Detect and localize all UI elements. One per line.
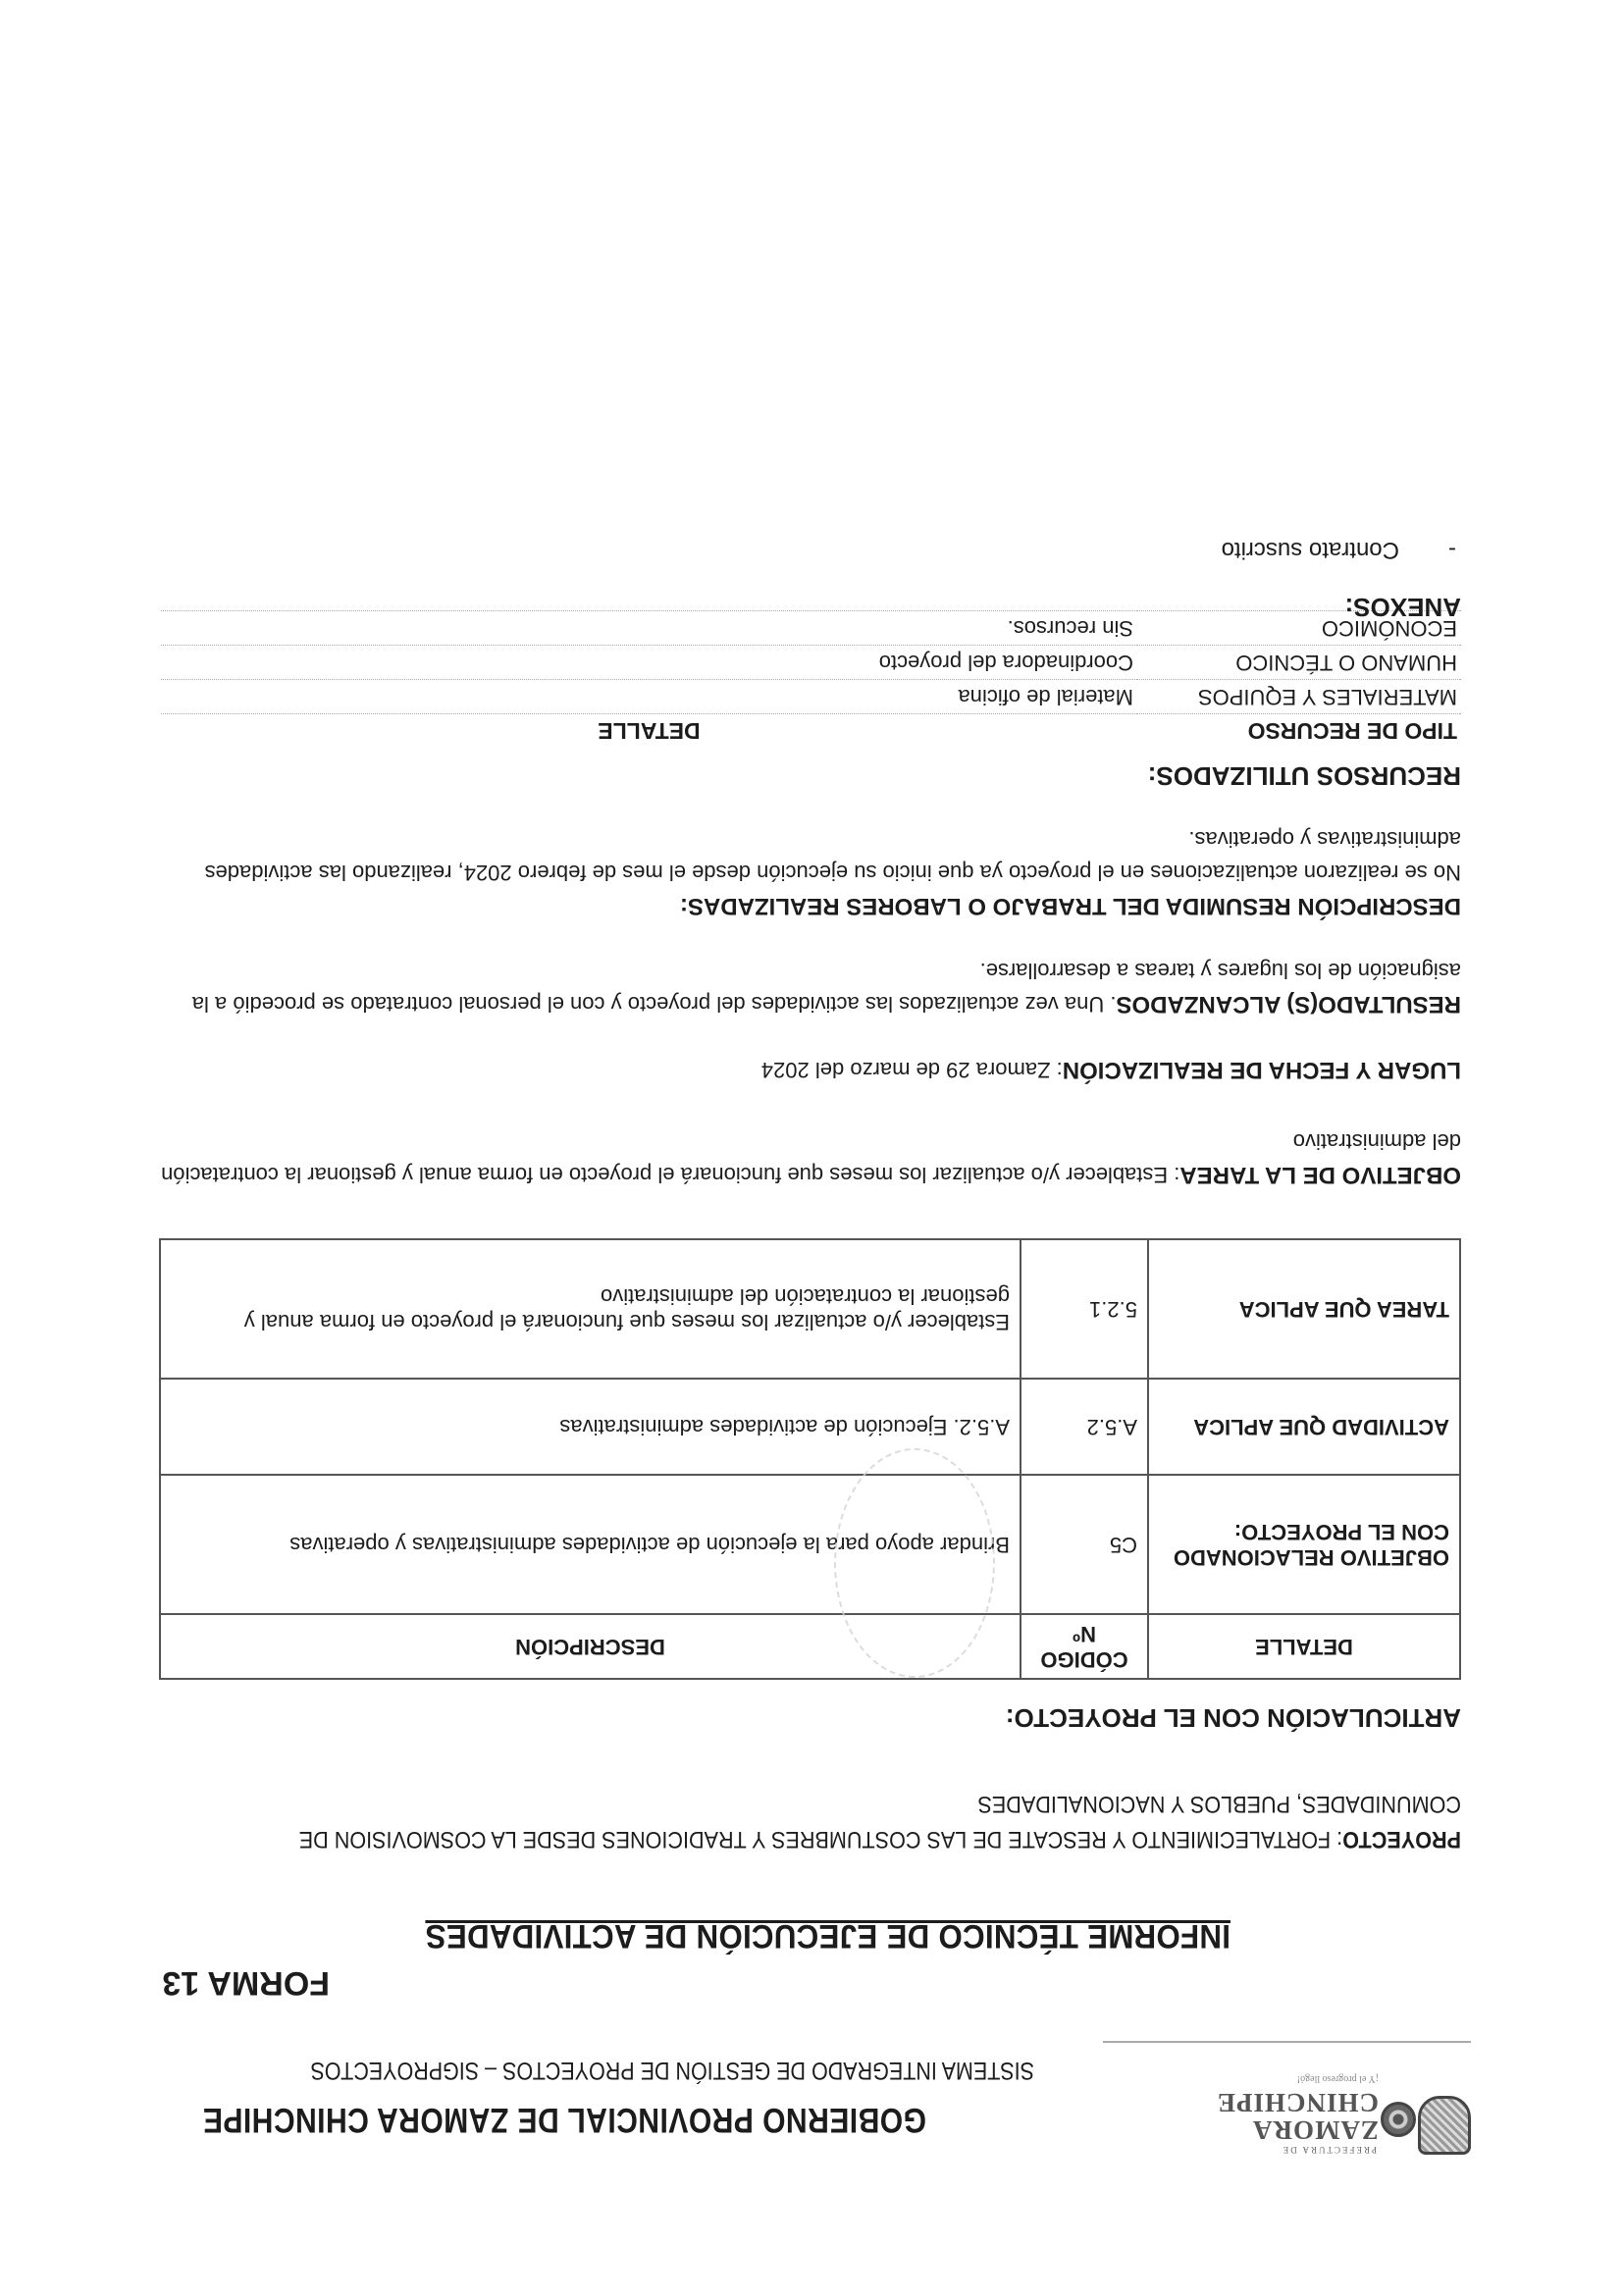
government-title: GOBIERNO PROVINCIAL DE ZAMORA CHINCHIPE — [202, 2101, 926, 2139]
project-line — [299, 1825, 1461, 1852]
resources-title: RECURSOS UTILIZADOS: — [1147, 761, 1461, 791]
seal-icon — [1381, 2102, 1416, 2137]
report-title: INFORME TÉCNICO DE EJECUCIÓN DE ACTIVIDADES — [425, 1917, 1230, 1955]
form-number: FORMA 13 — [162, 1964, 330, 2002]
task-objective-text: : Establecer y/o actualizar los meses que funcionará el proyecto en forma anual y gestionar la contratación del administrativo — [161, 1129, 1461, 1187]
table-row — [161, 611, 1461, 646]
header-divider — [1103, 2041, 1471, 2043]
table-row — [160, 1239, 1460, 1379]
articulation-table — [159, 1238, 1461, 1680]
annex-item: Contrato suscrito — [1221, 537, 1399, 563]
row-detalle: OBJETIVO RELACIONADO CON EL PROYECTO: — [1148, 1475, 1460, 1614]
header-codigo: CÓDIGO Nº — [1021, 1614, 1148, 1679]
header-descripcion: DESCRIPCIÓN — [160, 1614, 1021, 1679]
articulation-title: ARTICULACIÓN CON EL PROYECTO: — [1005, 1703, 1461, 1733]
system-title: SISTEMA INTEGRADO DE GESTIÓN DE PROYECTOS – SIGPROYECTOS — [310, 2057, 1034, 2084]
logo-tagline: ¡Y el progreso llegó! — [1296, 2073, 1379, 2084]
task-objective — [161, 1124, 1461, 1191]
resource-detail: Material de oficina — [161, 680, 1137, 714]
place-date-text: : Zamora 29 de marzo del 2024 — [760, 1058, 1063, 1082]
place-date — [161, 1053, 1461, 1086]
table-row — [161, 646, 1461, 680]
project-label: PROYECTO — [1342, 1826, 1461, 1852]
row-codigo: A.5.2 — [1021, 1379, 1148, 1475]
header-detalle: DETALLE — [1148, 1614, 1460, 1679]
header-detalle-recurso: DETALLE — [161, 714, 1137, 749]
work-summary — [161, 822, 1461, 922]
table-row — [160, 1379, 1460, 1475]
work-summary-label: DESCRIPCIÓN RESUMIDA DEL TRABAJO O LABORES REALIZADAS: — [679, 893, 1461, 919]
annex-bullet: - — [1448, 537, 1456, 563]
project-value-1: : FORTALECIMIENTO Y RESCATE DE LAS COSTUMBRES Y TRADICIONES DESDE LA COSMOVISION DE — [298, 1826, 1343, 1852]
row-descripcion: A.5.2. Ejecución de actividades administrativas — [160, 1379, 1021, 1475]
row-descripcion: Brindar apoyo para la ejecución de actividades administrativas y operativas — [160, 1475, 1021, 1614]
logo-line-2: CHINCHIPE — [1216, 2088, 1379, 2117]
results-text: . Una vez actualizados las actividades del proyecto y con el personal contratado se procedió a la asignación de los lugares y tareas a desarrollarse. — [191, 959, 1461, 1017]
row-codigo: 5.2.1 — [1021, 1239, 1148, 1379]
row-descripcion: Establecer y/o actualizar los meses que funcionará el proyecto en forma anual y gestionar la contratación del administrativo — [160, 1239, 1021, 1379]
place-date-label: LUGAR Y FECHA DE REALIZACIÓN — [1062, 1057, 1461, 1083]
resource-type: HUMANO O TÉCNICO — [1137, 646, 1461, 680]
table-row — [161, 680, 1461, 714]
resource-type: ECONÓMICO — [1137, 611, 1461, 646]
annexes-title: ANEXOS: — [1344, 593, 1461, 622]
results-label: RESULTADO(S) ALCANZADOS — [1116, 991, 1461, 1018]
faded-stamp-icon — [834, 1448, 995, 1678]
shield-icon — [1418, 2096, 1471, 2155]
project-value-2: COMUNIDADES, PUEBLOS Y NACIONALIDADES — [977, 1791, 1461, 1817]
resource-type: MATERIALES Y EQUIPOS — [1137, 680, 1461, 714]
resource-detail: Coordinadora del proyecto — [161, 646, 1137, 680]
row-codigo: C5 — [1021, 1475, 1148, 1614]
row-detalle: TAREA QUE APLICA — [1148, 1239, 1460, 1379]
resources-header-row — [161, 714, 1461, 749]
table-row — [160, 1475, 1460, 1614]
resource-detail: Sin recursos. — [161, 611, 1137, 646]
task-objective-label: OBJETIVO DE LA TAREA — [1179, 1162, 1461, 1188]
work-summary-text: No se realizaron actualizaciones en el proyecto ya que inicio su ejecución desde el mes de febrero 2024, realizando las actividades administrativas y operativas. — [204, 827, 1461, 885]
resources-table — [161, 610, 1461, 748]
row-detalle: ACTIVIDAD QUE APLICA — [1148, 1379, 1460, 1475]
table-header-row — [160, 1614, 1460, 1679]
prefectura-logo — [1216, 2061, 1471, 2159]
results — [161, 954, 1461, 1020]
logo-small-text: PREFECTURA DE — [1281, 2145, 1377, 2155]
header-tipo-recurso: TIPO DE RECURSO — [1137, 714, 1461, 749]
logo-line-1: ZAMORA — [1252, 2115, 1379, 2145]
